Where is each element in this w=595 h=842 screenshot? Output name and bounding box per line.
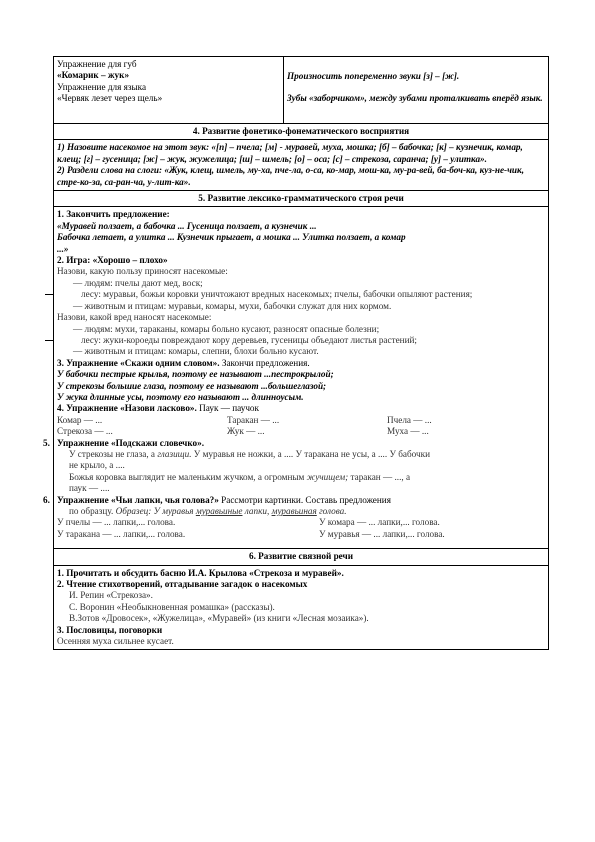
text-line: 2. Чтение стихотворений, отгадывание загадок о насекомых: [57, 579, 308, 590]
text-line: — животным и птицам: муравьи, комары, мухи, бабочки служат для них кормом.: [73, 300, 392, 311]
instruction-line: Произносить попеременно звуки [з] – [ж].: [287, 71, 460, 81]
exercise-line: «Червяк лезет через щель»: [57, 93, 163, 104]
text-line: ...»: [57, 243, 69, 254]
text-line: — людям: мухи, тараканы, комары больно кусают, разносят опасные болезни;: [73, 323, 380, 334]
section-body: [54, 140, 549, 191]
word-cell: Муха — ...: [387, 426, 429, 437]
word-cell: Жук — ...: [227, 426, 265, 437]
section-title: 5. Развитие лексико-грамматического строя речи: [54, 191, 549, 207]
word-cell: Стрекоза — ...: [57, 426, 113, 437]
lesson-table: [43, 56, 549, 650]
text-line: Осенняя муха сильнее кусает.: [57, 636, 174, 647]
exercise-instructions-cell: [284, 57, 549, 124]
text-line: «Муравей ползает, а бабочка ... Гусеница ползает, а кузнечик ...: [57, 220, 317, 231]
exercise-row: [54, 57, 549, 124]
section-content: [54, 140, 549, 191]
text-line: В.Зотов «Дровосек», «Жужелица», «Муравей» (из книги «Лесная мозаика»).: [69, 613, 369, 624]
text-line: У бабочки пестрые крылья, поэтому ее называют ...пестрокрылой;: [57, 369, 334, 380]
word-row: [57, 426, 545, 437]
text-line: не крыло, а ....: [69, 460, 125, 471]
margin-mark: [45, 340, 53, 341]
margin-mark: [45, 294, 53, 295]
word-row: [57, 415, 545, 426]
word-cell: Таракан — ...: [227, 414, 280, 425]
sentence-cell: У таракана — ... лапки,... голова.: [57, 528, 186, 539]
sentence-cell: У муравья — ... лапки,... голова.: [319, 528, 445, 539]
sentence-cell: У пчелы — ... лапки,... голова.: [57, 517, 176, 528]
text-line: Бабочка летает, а улитка ... Кузнечик прыгает, а мошка ... Улитка ползает, а комар: [57, 232, 406, 243]
sentence-cell: У комара — ... лапки,... голова.: [319, 517, 440, 528]
text-line: лесу: жуки-короеды повреждают кору деревьев, гусеницы объедают листья растений;: [57, 335, 545, 346]
exercise-line: «Комарик – жук»: [57, 70, 130, 81]
text-line: Назови, какой вред наносят насекомые:: [57, 312, 212, 323]
task-item: 1) Назовите насекомое на этот звук: «[п] – пчела; [м] - муравей, муха, мошка; [б] – бабочка; [к] – кузнечик, комар, клещ; [г] – гусеница; [ж] – жук, жужелица; [ш] – шмель; [о] – оса; [с] – стрекоза, саранча; [у] – улитка».: [57, 142, 523, 164]
text-line: лесу: муравьи, божьи коровки уничтожают вредных насекомых; пчелы, бабочки опыляют растения;: [57, 289, 545, 300]
word-cell: Комар — ...: [57, 414, 103, 425]
section-title: 4. Развитие фонетико-фонематического восприятия: [54, 124, 549, 140]
text-line: 3. Пословицы, поговорки: [57, 624, 163, 635]
section-header: [54, 549, 549, 565]
exercise-line: Упражнение для губ: [57, 59, 137, 69]
section-body: [54, 565, 549, 650]
text-line: У жука длинные усы, поэтому его называют ... длинноусым.: [57, 391, 304, 402]
section-title: 6. Развитие связной речи: [54, 549, 549, 565]
sentence-row: [57, 529, 545, 546]
text-line: И. Репин «Стрекоза».: [69, 590, 153, 601]
exercise-heading-line: 6. Упражнение «Чьи лапки, чья голова?» Рассмотри картинки. Составь предложения: [43, 494, 391, 505]
text-line: 1. Прочитать и обсудить басню И.А. Крылова «Стрекоза и муравей».: [57, 567, 344, 578]
text-line: — животным и птицам: комары, слепни, блохи больно кусают.: [73, 346, 319, 357]
section-content: [43, 207, 549, 549]
text-line: С. Воронин «Необыкновенная ромашка» (рассказы).: [69, 601, 275, 612]
section-content: [54, 565, 549, 650]
exercise-heading-line: 4. Упражнение «Назови ласково». Паук — паучок: [57, 403, 259, 414]
text-line: паук — ....: [69, 483, 110, 494]
exercise-heading: 2. Игра: «Хорошо – плохо»: [57, 255, 168, 266]
exercise-heading: 1. Закончить предложение:: [57, 209, 170, 220]
text-line: Божья коровка выглядит не маленьким жучком, а огромным жучищем; таракан — ..., а: [69, 471, 411, 482]
text-line: У стрекозы не глаза, а глазищи. У муравья не ножки, а .... У таракана не усы, а .... У бабочки: [69, 448, 431, 459]
text-line: по образцу. Образец: У муравья муравьиные лапки, муравьиная голова.: [69, 506, 347, 516]
text-line: У стрекозы большие глаза, поэтому ее называют ...большеглазой;: [57, 380, 327, 391]
exercise-heading-line: 5. Упражнение «Подскажи словечко».: [43, 437, 205, 448]
task-item: 2) Раздели слова на слоги: «Жук, клещ, шмель, му-ха, пче-ла, о-са, ко-мар, мош-ка, му-ра-вей, ба-боч-ка, куз-не-чик, стре-ко-за, са-ран-ча, у-лит-ка».: [57, 165, 524, 187]
text-line: — людям: пчелы дают мед, воск;: [73, 277, 203, 288]
text-line: Назови, какую пользу приносят насекомые:: [57, 266, 228, 277]
instruction-line: Зубы «заборчиком», между зубами проталкивать вперёд язык.: [287, 93, 543, 104]
section-body: [54, 207, 549, 549]
word-cell: Пчела — ...: [387, 414, 432, 425]
sentence-row: [57, 517, 545, 528]
exercise-names-cell: [54, 57, 284, 124]
section-header: [54, 191, 549, 207]
section-header: [54, 124, 549, 140]
exercise-heading-line: 3. Упражнение «Скажи одним словом». Закончи предложения.: [57, 357, 310, 368]
exercise-line: Упражнение для языка: [57, 81, 147, 92]
